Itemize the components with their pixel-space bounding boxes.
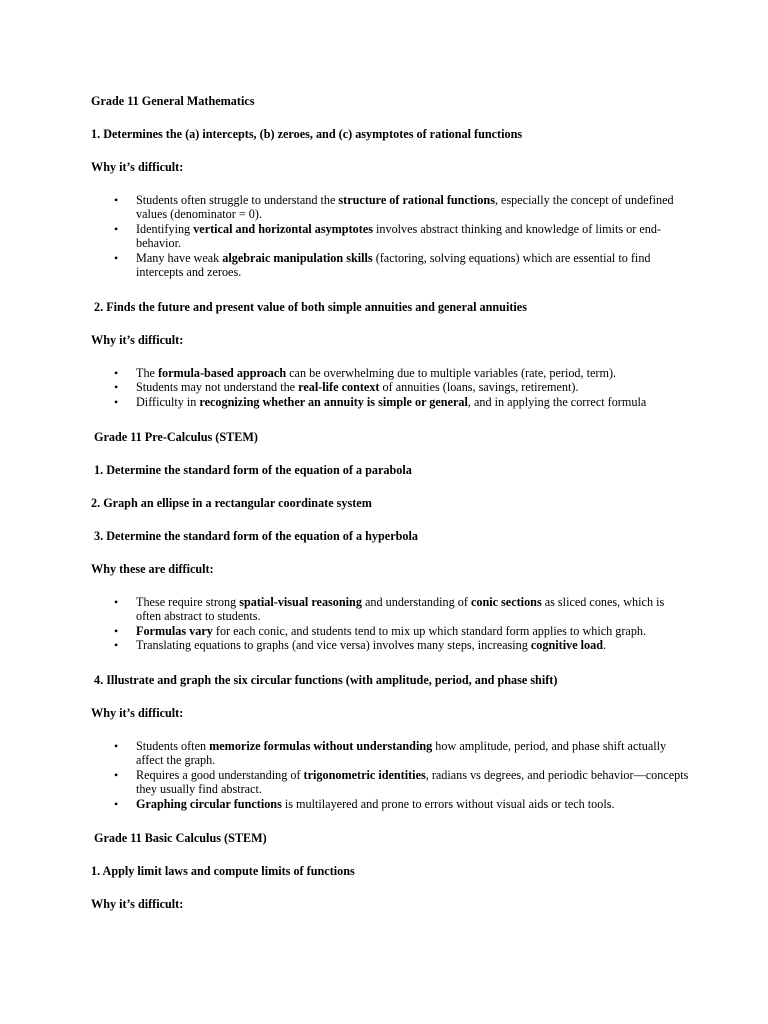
why-difficult-label: Why it’s difficult: [91, 333, 184, 347]
bullet-text: Many have weak [136, 250, 223, 265]
why-difficult-label: Why it’s difficult: [91, 706, 184, 720]
bullet-item [91, 595, 691, 624]
bullet-item [91, 193, 691, 222]
bullet-item [91, 624, 691, 638]
bullet-item [91, 739, 691, 768]
bullet-text: Requires a good understanding of [136, 767, 304, 782]
bullet-item [91, 251, 691, 280]
section-title-general-math: Grade 11 General Mathematics [91, 94, 255, 108]
bullet-item [91, 768, 691, 797]
bullet-item [91, 222, 691, 251]
bullet-text: These require strong [136, 595, 240, 609]
bullet-list-circular-functions [91, 739, 691, 811]
topic-heading-hyperbola: 3. Determine the standard form of the equation of a hyperbola [94, 529, 418, 543]
topic-heading-ellipse: 2. Graph an ellipse in a rectangular coordinate system [91, 496, 372, 510]
bullet-text-bold: Graphing circular functions [136, 796, 282, 811]
bullet-text: The [136, 366, 158, 380]
bullet-text-bold: formula-based approach [158, 366, 287, 380]
section-title-basic-calculus: Grade 11 Basic Calculus (STEM) [94, 831, 267, 845]
topic-heading-rational-functions: 1. Determines the (a) intercepts, (b) zeroes, and (c) asymptotes of rational functions [91, 127, 523, 141]
why-difficult-label: Why these are difficult: [91, 562, 214, 576]
bullet-text: , and in applying the correct formula [467, 394, 647, 409]
bullet-list-annuities [91, 366, 691, 409]
topic-heading-parabola: 1. Determine the standard form of the equation of a parabola [94, 463, 412, 477]
bullet-item [91, 366, 691, 380]
why-difficult-label: Why it’s difficult: [91, 897, 184, 911]
topic-heading-circular-functions: 4. Illustrate and graph the six circular functions (with amplitude, period, and phase shift) [94, 673, 558, 687]
bullet-text-bold: Formulas vary [136, 623, 213, 638]
bullet-text-bold: spatial-visual reasoning [239, 595, 362, 609]
bullet-text-bold: cognitive load [530, 638, 603, 653]
bullet-text-bold: recognizing whether an annuity is simple or general [199, 394, 468, 409]
bullet-item [91, 395, 691, 409]
bullet-text: for each conic, and students tend to mix up which standard form applies to which graph. [212, 623, 647, 638]
bullet-list-conics [91, 595, 691, 653]
bullet-item [91, 380, 691, 394]
bullet-list-rational-functions [91, 193, 691, 279]
bullet-item [91, 638, 691, 652]
bullet-text-bold: vertical and horizontal asymptotes [193, 221, 373, 236]
bullet-text-bold: real-life context [298, 380, 380, 395]
bullet-text-bold: trigonometric identities [303, 767, 426, 782]
topic-heading-limits: 1. Apply limit laws and compute limits of functions [91, 864, 355, 878]
bullet-text-bold: structure of rational functions [338, 193, 495, 207]
bullet-text: how amplitude, period, and phase shift actually affect the graph. [136, 739, 667, 768]
bullet-text: Identifying [136, 221, 194, 236]
bullet-text: Students often struggle to understand the [136, 193, 339, 207]
bullet-text: involves abstract thinking and knowledge of limits or end-behavior. [136, 221, 661, 251]
bullet-text: Students often [136, 739, 210, 753]
bullet-text: , radians vs degrees, and periodic behavior—concepts they usually find abstract. [136, 767, 689, 797]
bullet-item [91, 797, 691, 811]
bullet-text: , especially the concept of undefined values (denominator = 0). [136, 193, 674, 222]
section-title-pre-calculus: Grade 11 Pre-Calculus (STEM) [94, 430, 258, 444]
bullet-text: Students may not understand the [136, 380, 299, 395]
bullet-text-bold: conic sections [470, 595, 542, 609]
bullet-text: Difficulty in [136, 394, 200, 409]
bullet-text-bold: algebraic manipulation skills [222, 250, 373, 265]
topic-heading-annuities: 2. Finds the future and present value of both simple annuities and general annuities [94, 300, 527, 314]
bullet-text: as sliced cones, which is often abstract to students. [136, 595, 665, 624]
bullet-text: is multilayered and prone to errors without visual aids or tech tools. [281, 796, 615, 811]
bullet-text: (factoring, solving equations) which are essential to find intercepts and zeroes. [136, 250, 651, 280]
why-difficult-label: Why it’s difficult: [91, 160, 184, 174]
bullet-text-bold: memorize formulas without understanding [209, 739, 433, 753]
bullet-text: can be overwhelming due to multiple variables (rate, period, term). [286, 366, 617, 380]
bullet-text: of annuities (loans, savings, retirement). [379, 380, 579, 395]
bullet-text: . [603, 638, 607, 653]
bullet-text: and understanding of [361, 595, 471, 609]
bullet-text: Translating equations to graphs (and vice versa) involves many steps, increasing [136, 638, 531, 653]
